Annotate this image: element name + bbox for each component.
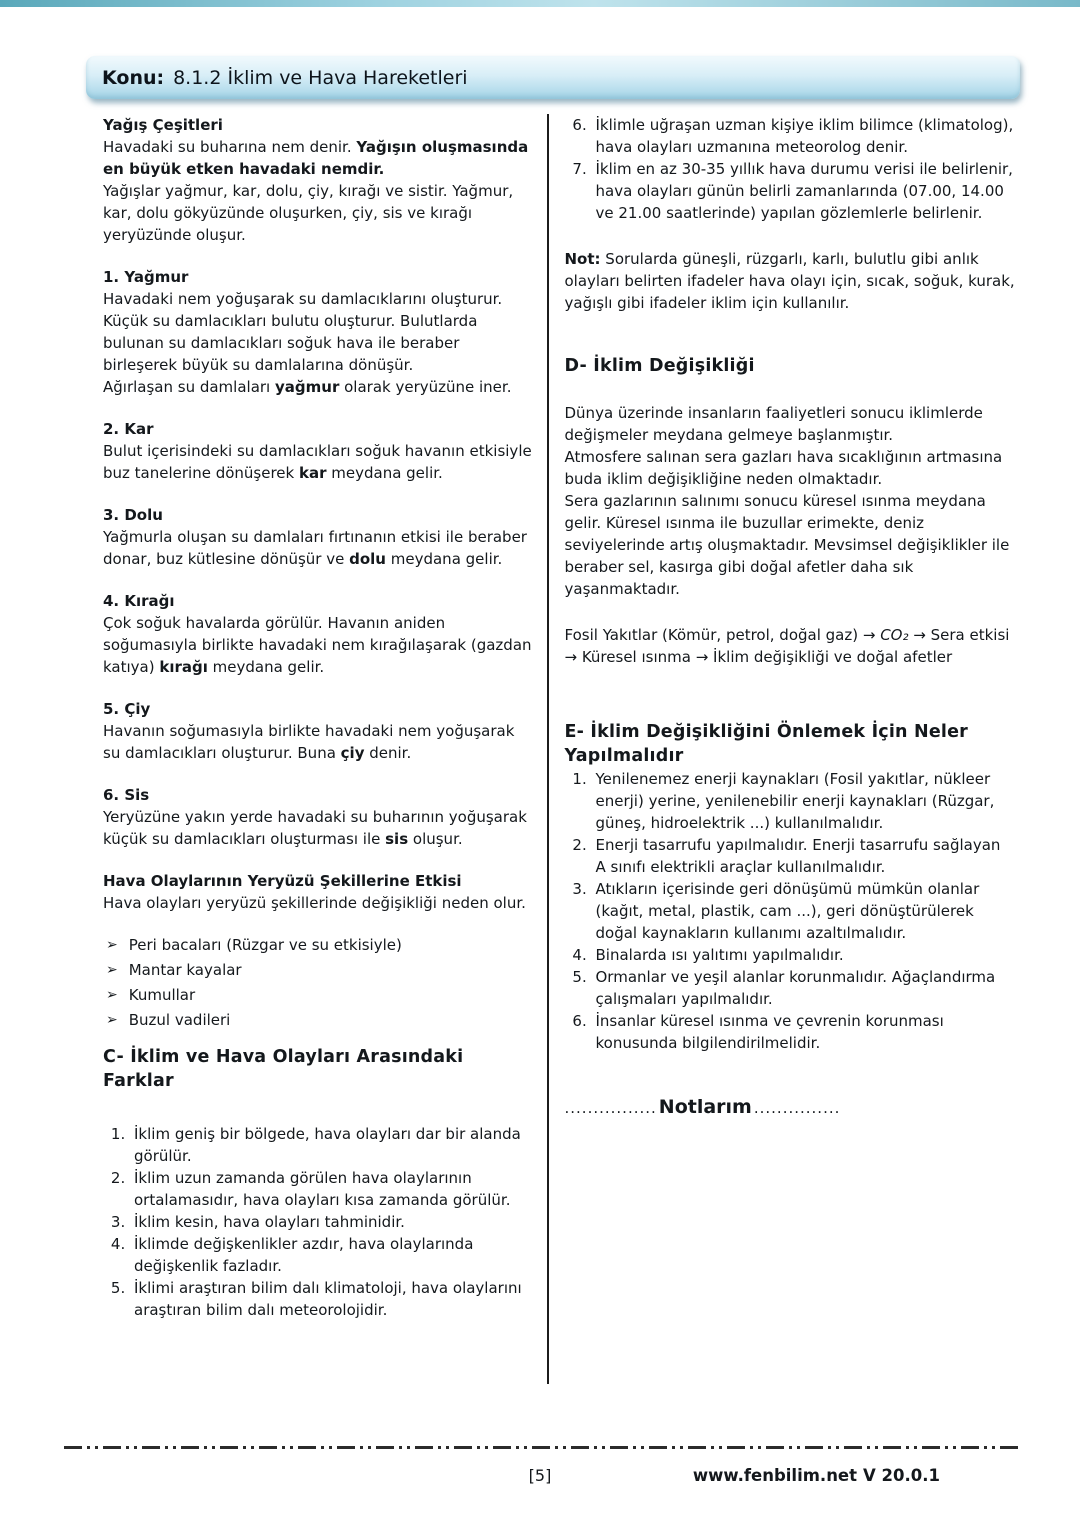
list-item: 6. İklimle uğraşan uzman kişiye iklim bilimce (klimatolog), hava olayları uzmanına meteorolog denir. bbox=[592, 114, 1016, 158]
site-url: www.fenbilim.net bbox=[692, 1466, 858, 1485]
list-item: 7. İklim en az 30-35 yıllık hava durumu verisi ile belirlenir, hava olayları günün belirli zamanlarında (07.00, 14.00 ve 21.00 saatlerinde) yapılan gözlemlerle belirlenir. bbox=[592, 158, 1016, 224]
paragraph bbox=[103, 526, 533, 570]
section-heading-e: E- İklim Değişikliğini Önlemek İçin Neler Yapılmalıdır bbox=[564, 722, 969, 766]
text-segment: Havanın soğumasıyla birlikte havadaki nem yoğuşarak su damlacıkları oluşturur. Buna bbox=[103, 722, 515, 762]
prevention-list bbox=[565, 768, 1016, 1054]
text-segment: Bulut içerisindeki su damlacıkları soğuk havanın etkisiyle buz tanelerine dönüşerek bbox=[103, 442, 532, 482]
list-item-text: Peri bacaları (Rüzgar ve su etkisiyle) bbox=[128, 936, 402, 954]
right-column bbox=[549, 114, 1016, 1384]
notes-line bbox=[565, 1096, 1016, 1119]
list-item: 2. İklim uzun zamanda görülen hava olaylarının ortalamasıdır, hava olayları kısa zamanda görülür. bbox=[130, 1167, 533, 1211]
notes-label: Notlarım bbox=[658, 1096, 752, 1118]
text-segment-bold: sis bbox=[385, 830, 409, 848]
dots-leader: ................ bbox=[564, 1099, 657, 1117]
arrow-bullet-icon: ➢ bbox=[106, 962, 118, 978]
text-segment: oluşur. bbox=[408, 830, 463, 848]
topic-banner bbox=[86, 56, 1020, 99]
landform-examples-list bbox=[103, 934, 533, 1031]
page-top-edge bbox=[0, 0, 1080, 7]
note-paragraph bbox=[565, 248, 1016, 314]
text-segment-bold: yağmur bbox=[275, 378, 340, 396]
section-frost bbox=[103, 590, 533, 678]
paragraph: Hava olayları yeryüzü şekillerinde değişikliği neden olur. bbox=[103, 894, 526, 912]
paragraph: Havadaki nem yoğuşarak su damlacıklarını oluşturur. Küçük su damlacıkları bulutu oluşturur. Bulutlarda bulunan su damlacıkları soğuk hava ile beraber birleşerek büyük su damlalarına dönüşür. bbox=[103, 290, 503, 374]
paragraph bbox=[103, 806, 533, 850]
text-segment-bold: kırağı bbox=[159, 658, 208, 676]
text-segment: → Sera etkisi → Küresel ısınma → İklim değişikliği ve doğal afetler bbox=[564, 626, 1010, 666]
list-item-text: Mantar kayalar bbox=[128, 961, 242, 979]
list-item: 2. Enerji tasarrufu yapılmalıdır. Enerji tasarrufu sağlayan A sınıfı elektrikli araçlar kullanılmalıdır. bbox=[592, 834, 1016, 878]
fossil-fuel-chain bbox=[565, 624, 1016, 668]
paragraph: Dünya üzerinde insanların faaliyetleri sonucu iklimlerde değişmeler meydana gelmeye başlanmıştır. bbox=[564, 404, 983, 444]
section-fog bbox=[103, 784, 533, 850]
topic-label: Konu: bbox=[102, 66, 165, 89]
paragraph: Yağışlar yağmur, kar, dolu, çiy, kırağı ve sistir. Yağmur, kar, dolu gökyüzünde oluşurken, çiy, sis ve kırağı yeryüzünde oluşur. bbox=[103, 182, 514, 244]
text-segment-bold: dolu bbox=[349, 550, 386, 568]
paragraph bbox=[103, 720, 533, 764]
arrow-bullet-icon: ➢ bbox=[106, 1012, 118, 1028]
list-item bbox=[106, 959, 533, 981]
paragraph bbox=[103, 612, 533, 678]
topic-title: 8.1.2 İklim ve Hava Hareketleri bbox=[173, 66, 468, 89]
co2-term: CO₂ bbox=[880, 626, 909, 644]
section-heading: 3. Dolu bbox=[103, 506, 163, 524]
text-segment: Yeryüzüne yakın yerde havadaki su buharının yoğuşarak küçük su damlacıkları oluşturması ile bbox=[103, 808, 527, 848]
section-heading: 2. Kar bbox=[103, 420, 154, 438]
section-climate-change-body bbox=[565, 402, 1016, 600]
list-item: 1. Yenilenemez enerji kaynakları (Fosil yakıtlar, nükleer enerji) yerine, yenilenebilir enerji kaynakları (Rüzgar, güneş, hidroelektrik ...) kullanılmalıdır. bbox=[592, 768, 1016, 834]
list-item: 4. Binalarda ısı yalıtımı yapılmalıdır. bbox=[592, 944, 1016, 966]
text-segment-bold: çiy bbox=[340, 744, 365, 762]
text-segment: meydana gelir. bbox=[207, 658, 325, 676]
section-hail bbox=[103, 504, 533, 570]
text-segment: olarak yeryüzüne iner. bbox=[339, 378, 512, 396]
paragraph: Sera gazlarının salınımı sonucu küresel ısınma meydana gelir. Küresel ısınma ile buzullar erimekte, deniz seviyelerinde artış oluşmaktadır. Mevsimsel değişiklikler ile beraber sel, kasırga gibi doğal afetler daha sık yaşanmaktadır. bbox=[564, 492, 1010, 598]
list-item: 3. Atıkların içerisinde geri dönüşümü mümkün olanlar (kağıt, metal, plastik, cam ...), geri dönüştürülerek doğal kaynakların kullanımı azaltılmalıdır. bbox=[592, 878, 1016, 944]
paragraph: Atmosfere salınan sera gazları hava sıcaklığının artmasına buda iklim değişikliğine neden olmaktadır. bbox=[564, 448, 1003, 488]
section-heading: Hava Olaylarının Yeryüzü Şekillerine Etkisi bbox=[103, 872, 462, 890]
text-segment: denir. bbox=[364, 744, 412, 762]
left-column bbox=[103, 114, 533, 1384]
section-heading-d: D- İklim Değişikliği bbox=[564, 356, 755, 376]
climate-weather-differences-continued bbox=[565, 114, 1016, 224]
text-segment: Fosil Yakıtlar (Kömür, petrol, doğal gaz) → bbox=[564, 626, 881, 644]
list-item: 6. İnsanlar küresel ısınma ve çevrenin korunması konusunda bilgilendirilmelidir. bbox=[592, 1010, 1016, 1054]
site-footer bbox=[687, 1466, 940, 1485]
version-text: V 20.0.1 bbox=[863, 1466, 940, 1485]
list-item: 5. Ormanlar ve yeşil alanlar korunmalıdır. Ağaçlandırma çalışmaları yapılmalıdır. bbox=[592, 966, 1016, 1010]
page-number: [5] bbox=[528, 1466, 552, 1485]
text-segment-bold: Yağışın oluşmasında en büyük etken havadaki nemdir. bbox=[103, 138, 529, 178]
arrow-bullet-icon: ➢ bbox=[106, 937, 118, 953]
list-item-text: Kumullar bbox=[128, 986, 196, 1004]
section-heading: 6. Sis bbox=[103, 786, 150, 804]
text-segment: meydana gelir. bbox=[326, 464, 443, 482]
list-item bbox=[106, 934, 533, 956]
list-item bbox=[106, 984, 533, 1006]
section-snow bbox=[103, 418, 533, 484]
section-rain bbox=[103, 266, 533, 398]
list-item: 5. İklimi araştıran bilim dalı klimatoloji, hava olaylarını araştıran bilim dalı meteorolojidir. bbox=[130, 1277, 533, 1321]
content-columns bbox=[103, 114, 1015, 1384]
text-segment: Sorularda güneşli, rüzgarlı, karlı, bulutlu gibi anlık olayları belirten ifadeler hava olayı için, sıcak, soğuk, kurak, yağışlı gibi ifadeler iklim için kullanılır. bbox=[564, 250, 1015, 312]
text-segment: Çok soğuk havalarda görülür. Havanın aniden soğumasıyla birlikte havadaki nem kırağılaşarak (gazdan katıya) bbox=[103, 614, 532, 676]
section-heading-c: C- İklim ve Hava Olayları Arasındaki Farklar bbox=[103, 1047, 464, 1091]
text-segment-bold: kar bbox=[299, 464, 327, 482]
section-heading: 5. Çiy bbox=[103, 700, 151, 718]
arrow-bullet-icon: ➢ bbox=[106, 987, 118, 1003]
climate-weather-differences-list bbox=[103, 1123, 533, 1321]
text-segment: meydana gelir. bbox=[385, 550, 503, 568]
dots-leader: ............... bbox=[753, 1099, 841, 1117]
list-item bbox=[106, 1009, 533, 1031]
list-item: 1. İklim geniş bir bölgede, hava olayları dar bir alanda görülür. bbox=[130, 1123, 533, 1167]
paragraph bbox=[103, 440, 533, 484]
text-segment: Havadaki su buharına nem denir. bbox=[103, 138, 357, 156]
footer-rule bbox=[64, 1446, 1020, 1449]
section-heading: 1. Yağmur bbox=[103, 268, 189, 286]
paragraph bbox=[103, 136, 533, 180]
paragraph bbox=[103, 376, 533, 398]
list-item-text: Buzul vadileri bbox=[128, 1011, 231, 1029]
text-segment: Ağırlaşan su damlaları bbox=[103, 378, 275, 396]
section-dew bbox=[103, 698, 533, 764]
section-precipitation-types bbox=[103, 114, 533, 246]
section-landform-effects bbox=[103, 870, 533, 914]
text-segment: Yağmurla oluşan su damlaları fırtınanın etkisi ile beraber donar, buz kütlesine dönüşür ve bbox=[103, 528, 527, 568]
section-heading: 4. Kırağı bbox=[103, 592, 175, 610]
note-label: Not: bbox=[564, 250, 601, 268]
list-item: 3. İklim kesin, hava olayları tahminidir. bbox=[130, 1211, 533, 1233]
list-item: 4. İklimde değişkenlikler azdır, hava olaylarında değişkenlik fazladır. bbox=[130, 1233, 533, 1277]
section-heading: Yağış Çeşitleri bbox=[103, 116, 223, 134]
